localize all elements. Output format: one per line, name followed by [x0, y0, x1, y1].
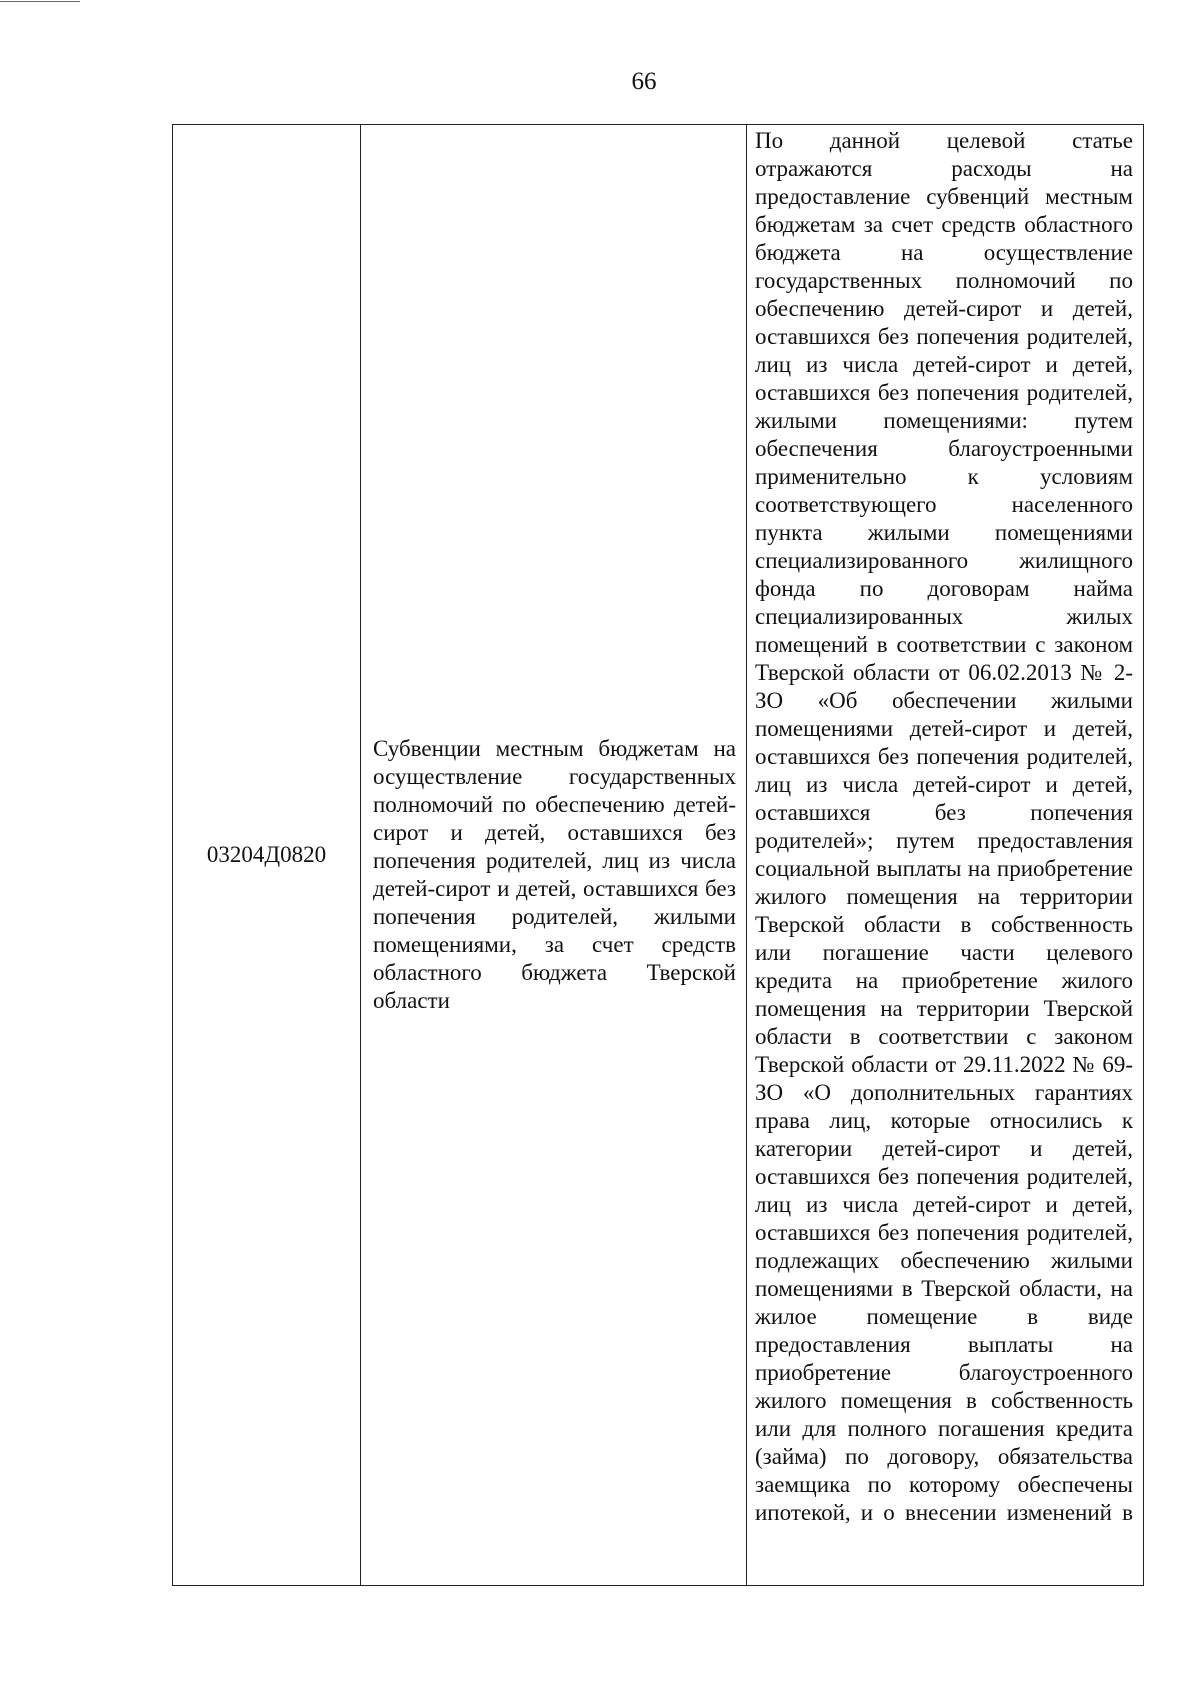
description-cell: [747, 125, 1144, 1586]
page-number: 66: [631, 68, 657, 95]
table-row: [173, 125, 1144, 1586]
target-article-description: По данной целевой статье отражаются расходы на предоставление субвенций местным бюджетам за счет средств областного бюджета на осуществление государственных полномочий по обеспечению детей-сирот и детей, оставшихся без попечения родителей, лиц из числа детей-сирот и детей, оставшихся без попечения родителей, жилыми помещениями: путем обеспечения благоустроенными применительно к условиям соответствующего населенного пункта жилыми помещениями специализированного жилищного фонда по договорам найма специализированных жилых помещений в соответствии с законом Тверской области от 06.02.2013 № 2-ЗО «Об обеспечении жилыми помещениями детей-сирот и детей, оставшихся без попечения родителей, лиц из числа детей-сирот и детей, оставшихся без попечения родителей»; путем предоставления социальной выплаты на приобретение жилого помещения на территории Тверской области в собственность или погашение части целевого кредита на приобретение жилого помещения на территории Тверской области в соответствии с законом Тверской области от 29.11.2022 № 69-ЗО «О дополнительных гарантиях права лиц, которые относились к категории детей-сирот и детей, оставшихся без попечения родителей, лиц из числа детей-сирот и детей, оставшихся без попечения родителей, подлежащих обеспечению жилыми помещениями в Тверской области, на жилое помещение в виде предоставления выплаты на приобретение благоустроенного жилого помещения в собственность или для полного погашения кредита (займа) по договору, обязательства заемщика по которому обеспечены ипотекой, и о внесении изменений в: [755, 128, 1133, 1525]
budget-classification-table: [172, 124, 1144, 1586]
target-article-code: 03204Д0820: [206, 842, 327, 867]
scan-edge-mark: [0, 1, 80, 2]
code-cell: [173, 125, 361, 1586]
name-cell: [361, 125, 747, 1586]
target-article-name: Субвенции местным бюджетам на осуществление государственных полномочий по обеспечению детей-сирот и детей, оставшихся без попечения родителей, лиц из числа детей-сирот и детей, оставшихся без попечения родителей, жилыми помещениями, за счет средств областного бюджета Тверской области: [373, 736, 736, 1013]
